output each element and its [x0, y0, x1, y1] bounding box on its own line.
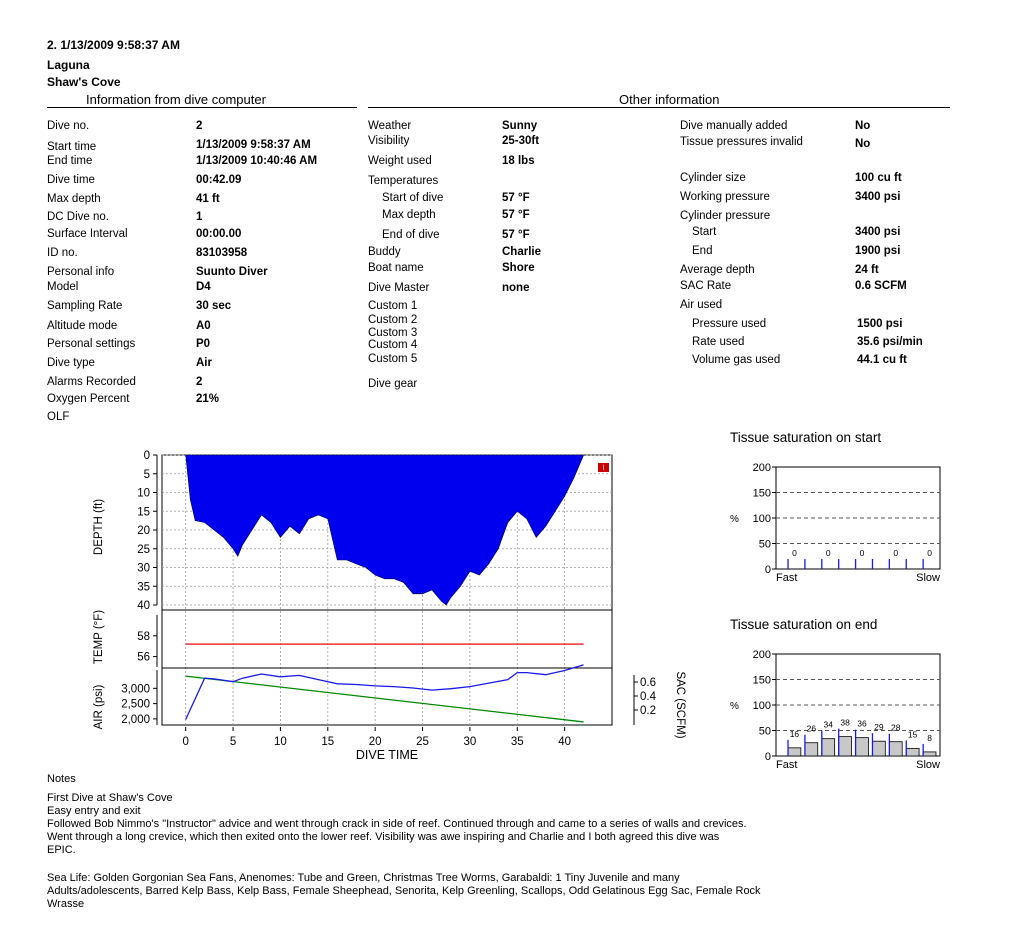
- field-value: 0.6 SCFM: [855, 280, 907, 292]
- field-value: P0: [196, 338, 211, 350]
- notes-line: Went through a long crevice, which then exited onto the lower reef. Visibility was awe inspiring and Charlie and I both agreed this dive was: [47, 831, 720, 843]
- field-label: Weight used: [368, 155, 432, 167]
- field-label: Air used: [680, 299, 723, 311]
- field-value: 57 °F: [502, 209, 530, 221]
- field-label: Weather: [368, 120, 412, 132]
- field-label: Dive type: [47, 357, 95, 369]
- tissue-tick-label: 200: [752, 649, 771, 661]
- notes-line: Adults/adolescents, Barred Kelp Bass, Kelp Bass, Female Sheephead, Senorita, Kelp Greenling, Scallops, Odd Gelatinous Egg Sac, Female Rock: [47, 885, 761, 897]
- field-value: 21%: [196, 393, 220, 405]
- field-value: Charlie: [502, 246, 541, 258]
- field-label: Working pressure: [680, 191, 770, 203]
- tissue-end-title: Tissue saturation on end: [730, 617, 878, 632]
- field-label: Dive manually added: [680, 120, 788, 132]
- dive-location: Laguna: [47, 58, 90, 72]
- x-tick-label: 10: [274, 736, 287, 748]
- field-label: Pressure used: [692, 318, 767, 330]
- field-label: Average depth: [680, 264, 755, 276]
- field-label: SAC Rate: [680, 280, 732, 292]
- field-label: Personal settings: [47, 338, 136, 350]
- tissue-bar-label: 0: [859, 548, 865, 558]
- field-label: Model: [47, 281, 79, 293]
- field-value: 25-30ft: [502, 135, 540, 147]
- tissue-bar-label: 8: [927, 732, 932, 743]
- tissue-tick-label: 0: [764, 564, 771, 576]
- field-label: Alarms Recorded: [47, 376, 136, 388]
- field-label: Personal info: [47, 266, 115, 278]
- field-value: none: [502, 282, 530, 294]
- field-value: D4: [196, 281, 211, 293]
- field-label: Rate used: [692, 336, 745, 348]
- field-label: Buddy: [368, 246, 401, 258]
- notes-body: [47, 792, 947, 857]
- tissue-tick-label: 200: [752, 462, 771, 474]
- tissue-bar: [822, 739, 835, 756]
- field-value: 57 °F: [502, 192, 530, 204]
- tissue-bar-label: 28: [891, 722, 901, 733]
- tissue-fast-label: Fast: [776, 572, 798, 584]
- temp-tick-label: 58: [137, 630, 150, 643]
- x-tick-label: 20: [368, 736, 382, 748]
- field-value: 41 ft: [196, 193, 220, 205]
- field-label: Oxygen Percent: [47, 393, 130, 405]
- temp-tick-label: 56: [137, 651, 150, 664]
- field-label: Dive gear: [368, 378, 418, 390]
- tissue-tick-label: 50: [758, 725, 771, 738]
- notes-line: Sea Life: Golden Gorgonian Sea Fans, Anenomes: Tube and Green, Christmas Tree Worms, Garabaldi: 1 Tiny Juvenile and many: [47, 872, 680, 884]
- field-label: DC Dive no.: [47, 211, 109, 223]
- field-value: 1: [196, 211, 203, 223]
- field-label: Surface Interval: [47, 228, 128, 240]
- depth-tick-label: 40: [137, 600, 150, 612]
- section-computer-rule: [47, 107, 357, 108]
- section-computer-heading: Information from dive computer: [86, 92, 266, 107]
- dive-profile-chart: [80, 445, 700, 770]
- air-axis-label: AIR (psi): [93, 684, 105, 730]
- field-value: A0: [196, 320, 211, 332]
- tissue-tick-label: 150: [752, 674, 771, 687]
- tissue-tick-label: 50: [758, 538, 771, 551]
- tissue-bar-label: 0: [792, 548, 797, 558]
- tissue-bar: [872, 741, 885, 756]
- field-value: 35.6 psi/min: [857, 336, 923, 348]
- air-tick-label: 2,000: [121, 713, 150, 726]
- tissue-bar-label: 0: [825, 548, 831, 558]
- field-label: End: [692, 245, 713, 257]
- air-tick-label: 3,000: [121, 683, 150, 696]
- dive-site: Shaw's Cove: [47, 75, 121, 89]
- field-value: 1500 psi: [857, 318, 903, 330]
- air-tick-label: 2,500: [121, 698, 150, 711]
- field-label: Max depth: [47, 193, 101, 205]
- tissue-unit-label: %: [730, 701, 739, 712]
- field-label: Sampling Rate: [47, 300, 123, 312]
- notes-line: Followed Bob Nimmo's "Instructor" advice and went through crack in side of reef. Continued through and came to a series of walls and crevices.: [47, 818, 747, 830]
- field-label: OLF: [47, 411, 70, 423]
- sac-tick-label: 0.4: [640, 691, 656, 703]
- field-value: 2: [196, 120, 203, 132]
- field-value: 1900 psi: [855, 245, 901, 257]
- tissue-bar-label: 34: [823, 719, 833, 730]
- field-value: 24 ft: [855, 264, 879, 276]
- field-label: Custom 2: [368, 314, 418, 326]
- x-tick-label: 15: [321, 736, 335, 748]
- field-label: Start of dive: [382, 192, 444, 204]
- field-label: Cylinder pressure: [680, 210, 771, 222]
- tissue-bar-label: 26: [806, 723, 817, 734]
- tissue-tick-label: 0: [764, 751, 771, 763]
- x-tick-label: 5: [229, 736, 237, 748]
- tissue-bar: [839, 737, 852, 756]
- sac-tick-label: 0.6: [640, 677, 656, 689]
- field-label: Custom 1: [368, 300, 418, 312]
- sac-tick-label: 0.2: [640, 705, 656, 717]
- depth-tick-label: 10: [137, 487, 150, 500]
- x-tick-label: 40: [558, 736, 572, 748]
- tissue-start-chart: [722, 455, 952, 585]
- tissue-bar: [856, 738, 869, 756]
- field-value: 2: [196, 376, 203, 388]
- sea-life-notes: [47, 872, 947, 911]
- field-value: 44.1 cu ft: [857, 354, 907, 366]
- tissue-bar-label: 0: [927, 548, 932, 558]
- tissue-bar-label: 15: [907, 729, 918, 740]
- depth-tick-label: 30: [137, 562, 150, 575]
- dive-title: 2. 1/13/2009 9:58:37 AM: [47, 38, 180, 52]
- tissue-bar: [788, 748, 801, 756]
- tissue-slow-label: Slow: [916, 572, 940, 584]
- field-value: Suunto Diver: [196, 266, 268, 278]
- x-axis-label: DIVE TIME: [355, 748, 419, 762]
- field-value: 18 lbs: [502, 155, 535, 167]
- field-value: 1/13/2009 9:58:37 AM: [196, 139, 311, 151]
- field-value: 1/13/2009 10:40:46 AM: [196, 155, 318, 167]
- field-value: 30 sec: [196, 300, 232, 312]
- field-value: 3400 psi: [855, 226, 901, 238]
- x-tick-label: 0: [182, 736, 189, 748]
- temp-axis-label: TEMP (°F): [93, 609, 105, 665]
- notes-line: First Dive at Shaw's Cove: [47, 792, 173, 804]
- notes-line: Easy entry and exit: [47, 805, 141, 817]
- field-value: Shore: [502, 262, 535, 274]
- tissue-tick-label: 100: [752, 513, 771, 525]
- field-label: End time: [47, 155, 93, 167]
- tissue-slow-label: Slow: [916, 759, 940, 771]
- field-label: ID no.: [47, 247, 78, 259]
- tissue-start-title: Tissue saturation on start: [730, 430, 882, 445]
- depth-tick-label: 25: [137, 543, 150, 556]
- notes-line: Wrasse: [47, 898, 85, 910]
- field-label: Dive Master: [368, 282, 430, 294]
- tissue-bar: [906, 748, 919, 756]
- field-label: Custom 3: [368, 327, 418, 339]
- field-value: No: [855, 120, 871, 132]
- depth-tick-label: 15: [137, 506, 150, 519]
- tissue-bar: [923, 752, 936, 756]
- field-value: 57 °F: [502, 229, 530, 241]
- depth-tick-label: 20: [137, 525, 150, 537]
- sac-axis-label: SAC (SCFM): [674, 671, 686, 739]
- x-tick-label: 35: [510, 736, 524, 748]
- tissue-bar-label: 29: [874, 722, 884, 733]
- field-value: 100 cu ft: [855, 172, 902, 184]
- depth-tick-label: 0: [143, 450, 150, 462]
- tissue-end-chart: [722, 642, 952, 772]
- tissue-unit-label: %: [730, 514, 739, 525]
- tissue-bar-label: 16: [789, 728, 800, 739]
- field-value: Sunny: [502, 120, 538, 132]
- notes-line: EPIC.: [47, 844, 76, 856]
- tissue-tick-label: 100: [752, 700, 771, 712]
- field-value: 00:00.00: [196, 228, 242, 240]
- depth-tick-label: 5: [143, 468, 150, 481]
- tissue-tick-label: 150: [752, 487, 771, 500]
- tissue-fast-label: Fast: [776, 759, 798, 771]
- section-other-rule: [368, 107, 950, 108]
- x-tick-label: 25: [416, 736, 429, 748]
- tissue-bar-label: 36: [857, 718, 867, 729]
- field-label: Custom 5: [368, 353, 418, 365]
- field-label: Volume gas used: [692, 354, 781, 366]
- field-label: Cylinder size: [680, 172, 746, 184]
- field-value: 3400 psi: [855, 191, 901, 203]
- alarm-marker-glyph: ⌇: [601, 465, 606, 472]
- field-value: 83103958: [196, 247, 248, 259]
- x-tick-label: 30: [463, 736, 477, 748]
- field-value: Air: [196, 357, 212, 369]
- field-label: Visibility: [368, 135, 410, 147]
- field-label: Temperatures: [368, 175, 439, 187]
- depth-axis-label: DEPTH (ft): [93, 498, 105, 556]
- depth-tick-label: 35: [137, 581, 150, 594]
- field-label: Dive no.: [47, 120, 90, 132]
- field-label: Boat name: [368, 262, 424, 274]
- tissue-bar: [889, 742, 902, 756]
- field-label: Custom 4: [368, 339, 418, 351]
- tissue-bar: [805, 743, 818, 756]
- tissue-bar-label: 38: [840, 717, 850, 728]
- field-label: Start: [692, 226, 717, 238]
- field-label: Max depth: [382, 209, 436, 221]
- notes-heading: Notes: [47, 773, 76, 785]
- field-label: End of dive: [382, 229, 440, 241]
- field-label: Tissue pressures invalid: [680, 136, 803, 148]
- field-label: Dive time: [47, 174, 95, 186]
- field-value: 00:42.09: [196, 174, 242, 186]
- field-label: Start time: [47, 141, 97, 153]
- section-other-heading: Other information: [619, 92, 720, 107]
- tissue-bar-label: 0: [893, 548, 899, 558]
- field-value: No: [855, 138, 871, 150]
- field-label: Altitude mode: [47, 320, 118, 332]
